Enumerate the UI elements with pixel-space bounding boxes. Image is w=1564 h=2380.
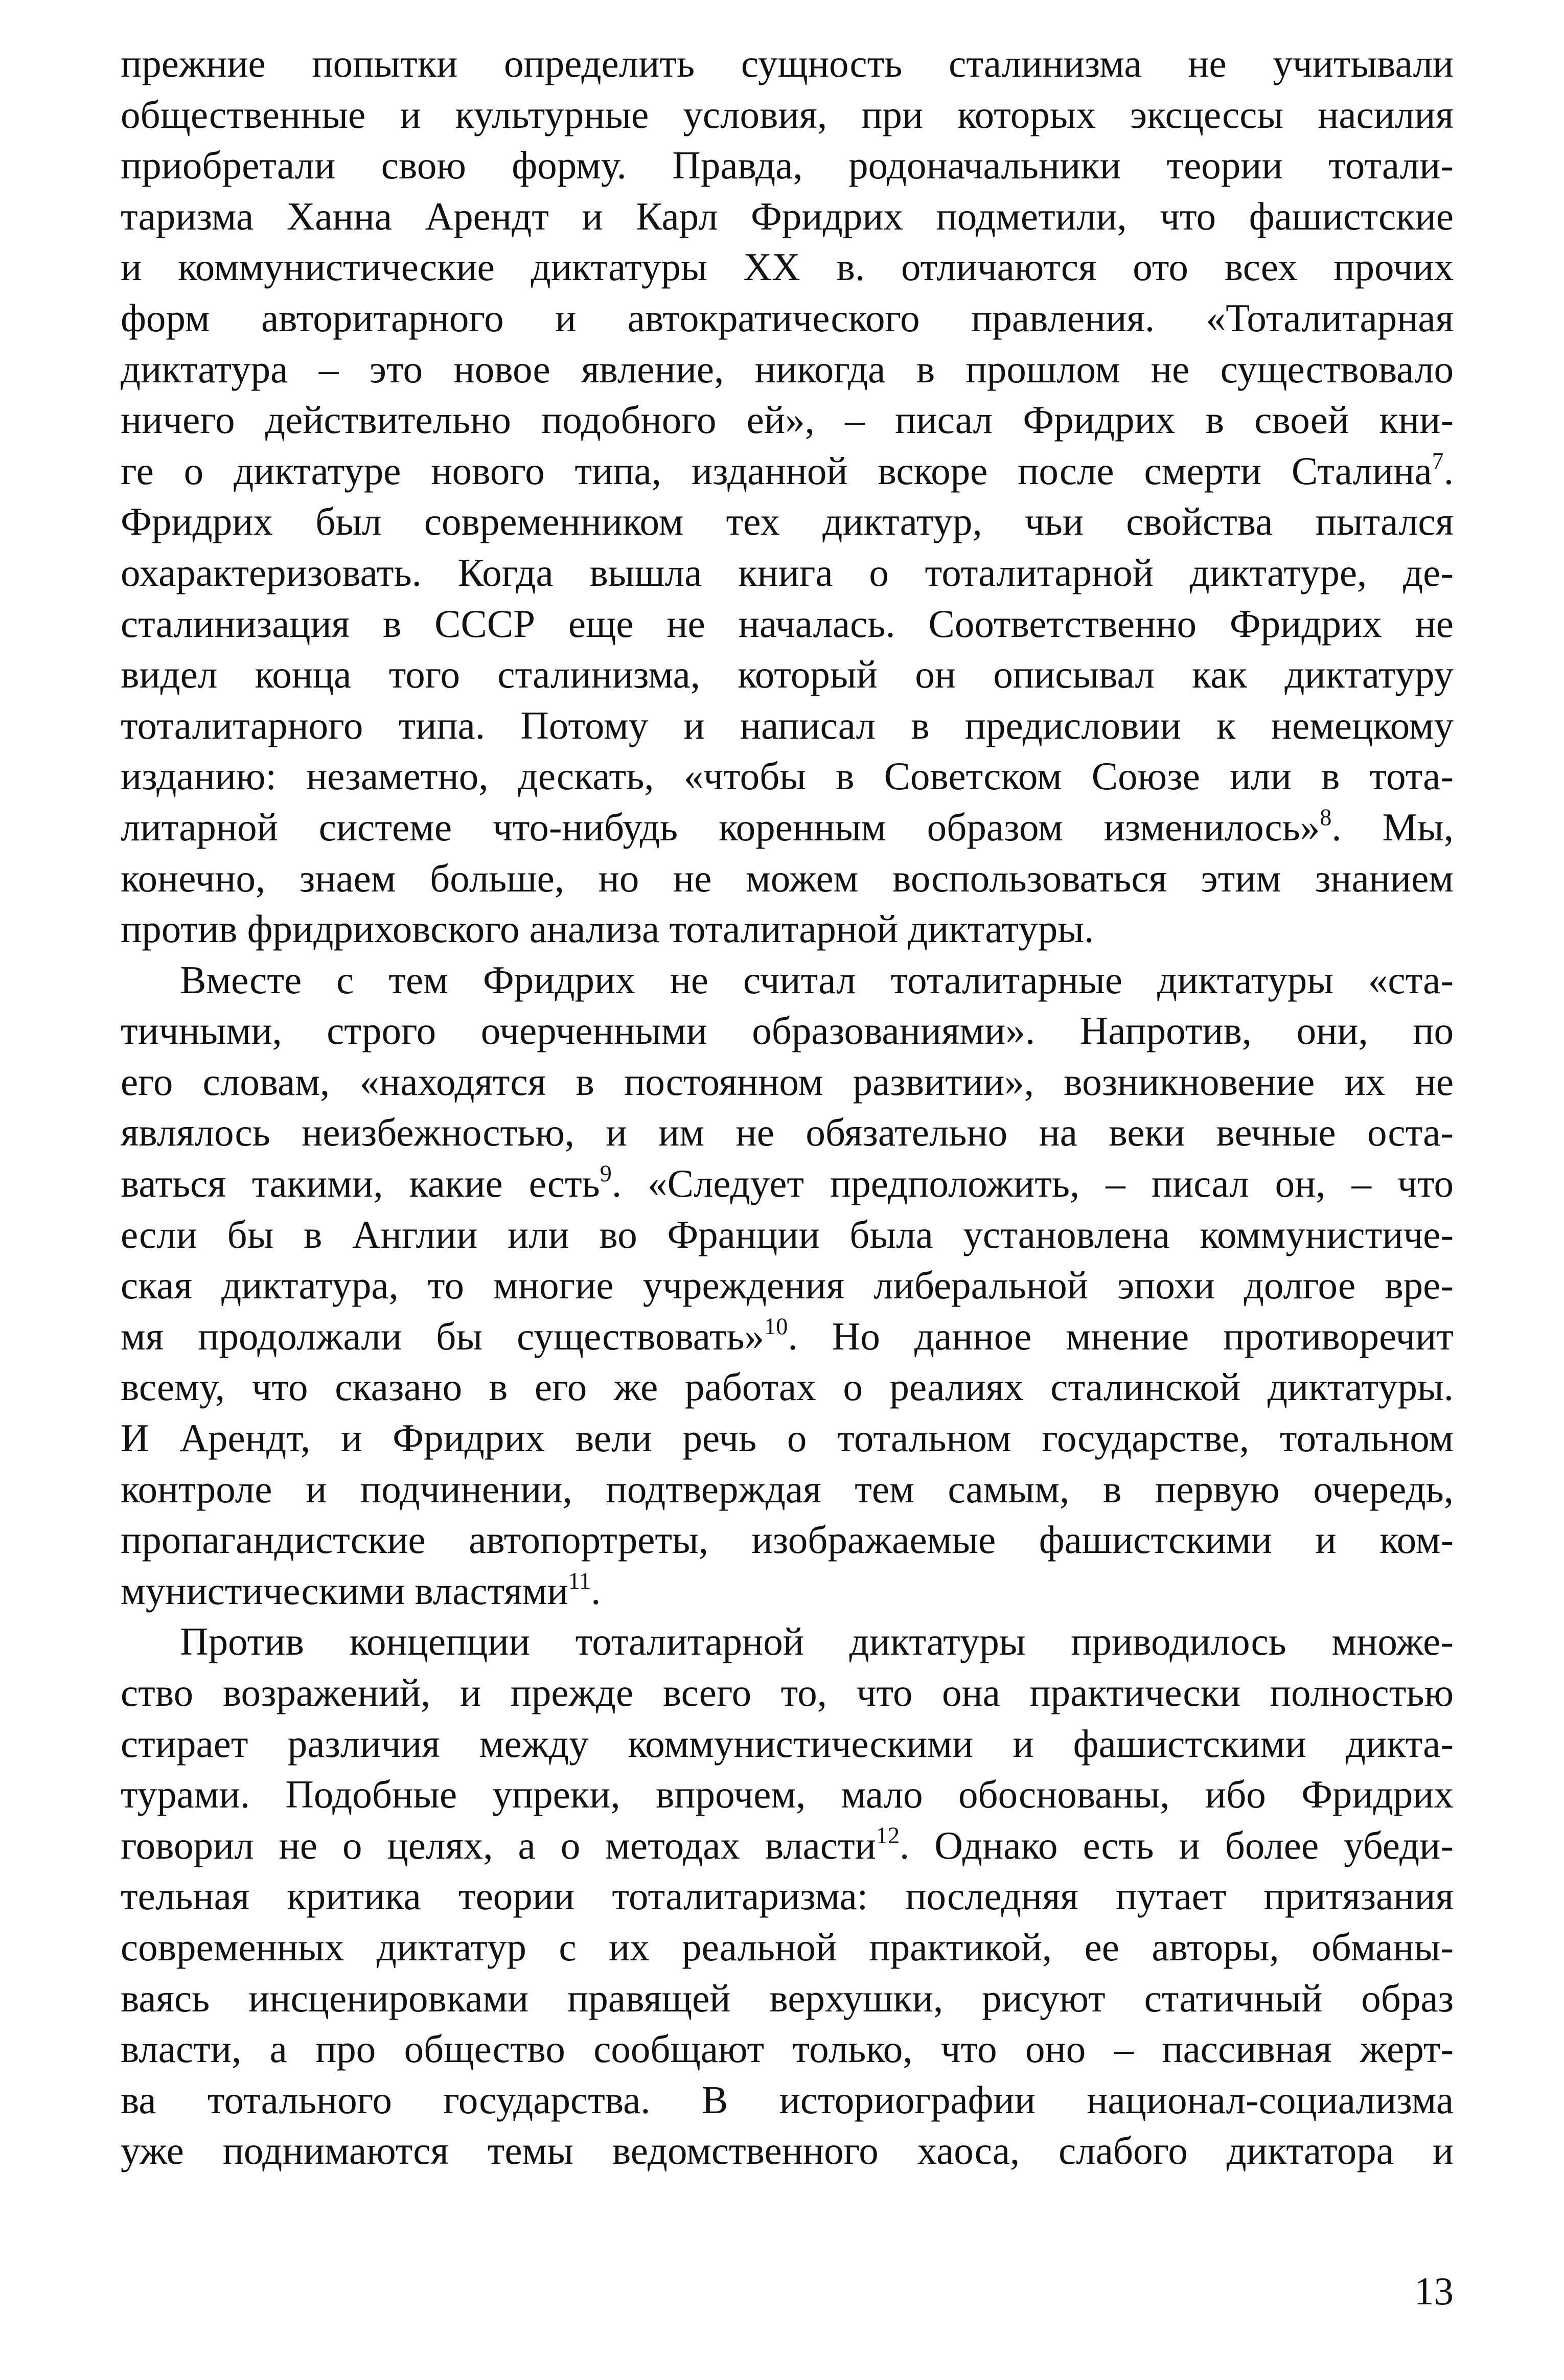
footnote-ref-8: 8 bbox=[1320, 804, 1332, 830]
text-line: ваясь инсценировками правящей верхушки, рисуют статичный образ bbox=[121, 1976, 1454, 2020]
text-line: ваться такими, какие есть$^9$. «Следует предположить, – писал он, – что bbox=[121, 1160, 1454, 1206]
text-line: уже поднимаются темы ведомственного хаоса, слабого диктатора и bbox=[121, 2129, 1454, 2173]
text-line: приобретали свою форму. Правда, родоначальники теории тотали- bbox=[121, 143, 1454, 188]
text-line: видел конца того сталинизма, который он описывал как диктатуру bbox=[121, 652, 1454, 697]
paragraph-2 bbox=[121, 955, 1454, 1617]
text-line: тельная критика теории тоталитаризма: последняя путает притязания bbox=[121, 1874, 1454, 1918]
text-line: ство возражений, и прежде всего то, что она практически полностью bbox=[121, 1670, 1454, 1714]
text-line: Вместе с тем Фридрих не считал тоталитарные диктатуры «ста- bbox=[180, 957, 1454, 1002]
page-body bbox=[121, 38, 1454, 2177]
text-line: Фридрих был современником тех диктатур, чьи свойства пытался bbox=[121, 499, 1454, 544]
text-line: говорил не о целях, а о методах власти$^{12}$. Однако есть и более убеди- bbox=[121, 1822, 1454, 1867]
text-line: тоталитарного типа. Потому и написал в предисловии к немецкому bbox=[121, 703, 1454, 747]
text-line: контроле и подчинении, подтверждая тем самым, в первую очередь, bbox=[121, 1467, 1454, 1511]
text-line: пропагандистские автопортреты, изображаемые фашистскими и ком- bbox=[121, 1518, 1454, 1562]
text-line: таризма Ханна Арендт и Карл Фридрих подметили, что фашистские bbox=[121, 194, 1454, 238]
footnote-ref-11: 11 bbox=[568, 1567, 591, 1594]
text-line: стирает различия между коммунистическими и фашистскими дикта- bbox=[121, 1721, 1454, 1766]
page-number: 13 bbox=[1414, 2269, 1454, 2313]
text-line: являлось неизбежностью, и им не обязательно на веки вечные оста- bbox=[121, 1110, 1454, 1155]
text-line: власти, а про общество сообщают только, что оно – пассивная жерт- bbox=[121, 2027, 1454, 2071]
text-line: современных диктатур с их реальной практикой, ее авторы, обманы- bbox=[121, 1925, 1454, 1969]
text-line: если бы в Англии или во Франции была установлена коммунистиче- bbox=[121, 1212, 1454, 1256]
text-line: И Арендт, и Фридрих вели речь о тотальном государстве, тотальном bbox=[121, 1416, 1454, 1460]
text-line: форм авторитарного и автократического правления. «Тоталитарная bbox=[121, 295, 1454, 340]
text-line: ничего действительно подобного ей», – писал Фридрих в своей кни- bbox=[121, 398, 1454, 442]
text-line: общественные и культурные условия, при которых эксцессы насилия bbox=[121, 92, 1454, 136]
text-line: турами. Подобные упреки, впрочем, мало обоснованы, ибо Фридрих bbox=[121, 1772, 1454, 1817]
footnote-ref-10: 10 bbox=[764, 1313, 788, 1339]
text-line: ва тотального государства. В историографии национал-социализма bbox=[121, 2077, 1454, 2122]
text-line: ге о диктатуре нового типа, изданной вскоре после смерти Сталина$^7$. bbox=[121, 447, 1454, 493]
footnote-ref-9: 9 bbox=[600, 1160, 612, 1187]
text-line: сталинизация в СССР еще не началась. Соответственно Фридрих не bbox=[121, 601, 1454, 646]
text-line: литарной системе что-нибудь коренным образом изменилось»$^8$. Мы, bbox=[121, 804, 1454, 849]
footnote-ref-12: 12 bbox=[876, 1822, 900, 1848]
text-line: ская диктатура, то многие учреждения либеральной эпохи долгое вре- bbox=[121, 1263, 1454, 1308]
text-line: тичными, строго очерченными образованиями». Напротив, они, по bbox=[121, 1009, 1454, 1053]
text-line: прежние попытки определить сущность сталинизма не учитывали bbox=[121, 41, 1454, 85]
text-line: диктатура – это новое явление, никогда в прошлом не существовало bbox=[121, 347, 1454, 391]
text-line: мя продолжали бы существовать»$^{10}$. Но данное мнение противоречит bbox=[121, 1313, 1454, 1358]
footnote-ref-7: 7 bbox=[1432, 447, 1444, 474]
paragraph-3 bbox=[121, 1616, 1454, 2177]
text-line: охарактеризовать. Когда вышла книга о тоталитарной диктатуре, де- bbox=[121, 550, 1454, 594]
text-line: изданию: незаметно, дескать, «чтобы в Советском Союзе или в тота- bbox=[121, 754, 1454, 798]
text-line: Против концепции тоталитарной диктатуры приводилось множе- bbox=[180, 1619, 1454, 1664]
paragraph-1 bbox=[121, 38, 1454, 955]
text-line: всему, что сказано в его же работах о реалиях сталинской диктатуры. bbox=[121, 1365, 1454, 1409]
text-line: его словам, «находятся в постоянном развитии», возникновение их не bbox=[121, 1059, 1454, 1104]
text-line: мунистическими властями$^{11}$. bbox=[121, 1567, 601, 1613]
text-line: против фридриховского анализа тоталитарной диктатуры. bbox=[121, 907, 1094, 951]
text-line: и коммунистические диктатуры XX в. отличаются ото всех прочих bbox=[121, 245, 1454, 289]
text-line: конечно, знаем больше, но не можем воспользоваться этим знанием bbox=[121, 856, 1454, 900]
